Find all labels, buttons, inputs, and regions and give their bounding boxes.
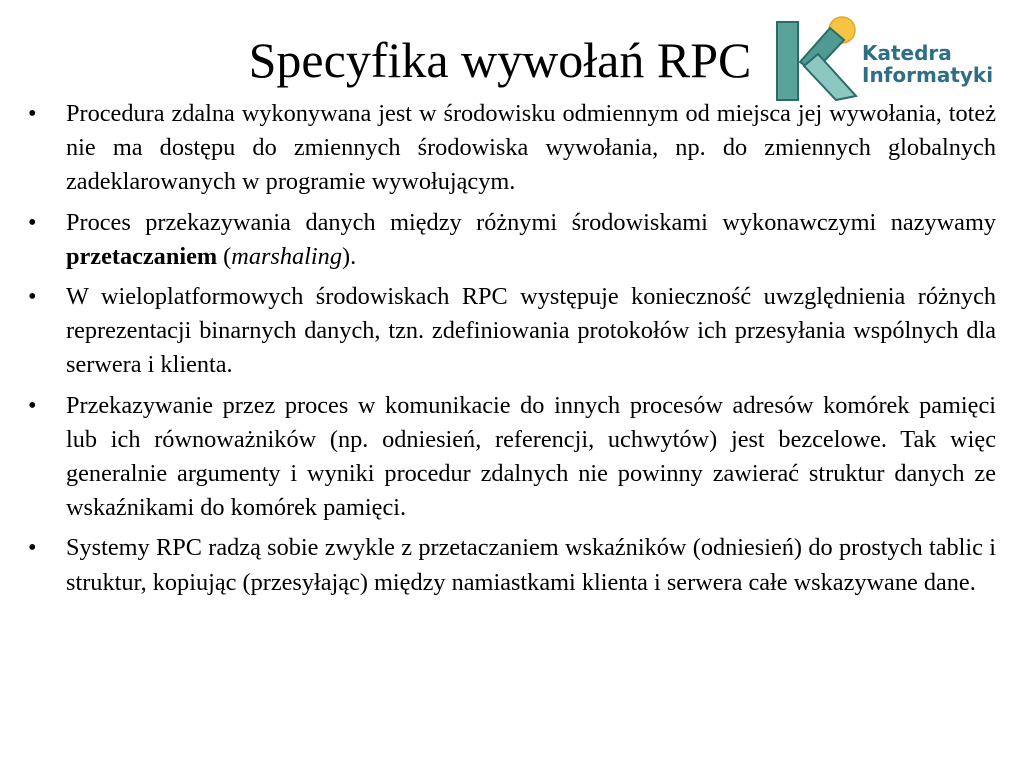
close-paren: ). [341, 242, 357, 270]
bullet-item [28, 280, 996, 383]
term-marshaling: marshaling [231, 242, 342, 270]
bullet-dot-icon: • [28, 283, 37, 311]
bullet-list [28, 97, 996, 606]
bullet-dot-icon: • [28, 100, 37, 127]
open-paren: ( [217, 242, 232, 270]
term-przetaczanie: przetaczaniem [66, 242, 218, 270]
k-lower-arm-shape [804, 54, 856, 100]
bullet-text [66, 209, 996, 270]
bullet-dot-icon: • [28, 208, 37, 236]
logo-line-informatyki: Informatyki [862, 63, 994, 87]
bullet-text: Systemy RPC radzą sobie zwykle z przetaczaniem wskaźników (odniesień) do prostych tablic i struktur, kopiując (przesyłając) między namiastkami klienta i serwera całe wskazywane dane. [66, 534, 996, 596]
bullet-text: Procedura zdalna wykonywana jest w środowisku odmiennym od miejsca jej wywołania, toteż nie ma dostępu do zmiennych środowiska wywołania, np. do zmiennych globalnych zadeklarowanych w programie wywołującym. [66, 100, 996, 196]
bullet-item [28, 206, 996, 274]
bullet-text-lead: Proces przekazywania danych między różnymi środowiskami wykonawczymi nazywamy [66, 208, 996, 236]
katedra-informatyki-logo [774, 14, 1014, 106]
bullet-item [28, 531, 996, 599]
slide-title: Specyfika wywołań RPC [248, 32, 752, 88]
bullet-item [28, 389, 996, 526]
logo-text [862, 42, 993, 86]
bullet-text: Przekazywanie przez proces w komunikacie do innych procesów adresów komórek pamięci lub ich równoważników (np. odniesień, referencji, uchwytów) jest bezcelowe. Tak więc generalnie argumenty i wyniki procedur zdalnych nie powinny zawierać struktur danych ze wskaźnikami do komórek pamięci. [66, 391, 996, 522]
bullet-item [28, 97, 996, 200]
bullet-dot-icon: • [28, 391, 37, 419]
bullet-dot-icon: • [28, 534, 37, 562]
logo-line-katedra: Katedra [862, 41, 952, 65]
k-stem-shape [777, 22, 798, 100]
bullet-text: W wieloplatformowych środowiskach RPC występuje konieczność uwzględnienia różnych reprezentacji binarnych danych, tzn. zdefiniowania protokołów ich przesyłania wspólnych dla serwera i klienta. [66, 283, 996, 379]
